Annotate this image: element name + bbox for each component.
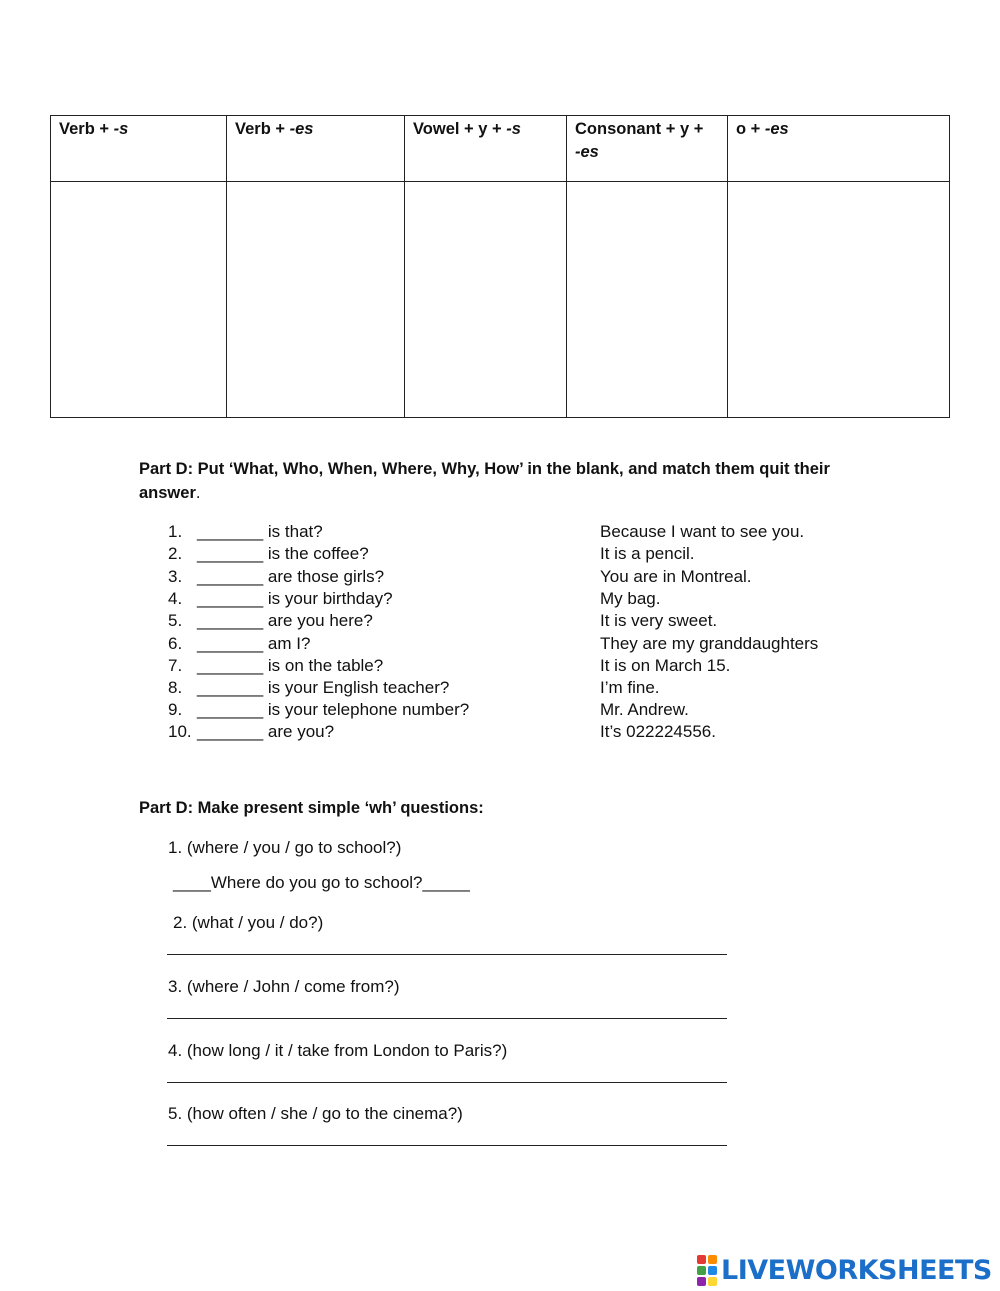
table-header-cell: o + -es	[728, 116, 950, 182]
question-text[interactable]: _______ are you here?	[197, 611, 373, 630]
answer-cell[interactable]	[728, 182, 950, 418]
answer-text[interactable]: It is a pencil.	[600, 544, 695, 563]
table-header-cell: Verb + -s	[51, 116, 227, 182]
table-header-row	[51, 116, 950, 182]
table-header-cell: Vowel + y + -s	[405, 116, 567, 182]
question-number: 7.	[168, 656, 183, 675]
answer-text[interactable]: It is on March 15.	[600, 656, 731, 675]
list-item	[0, 633, 1000, 655]
liveworksheets-logo	[697, 1254, 992, 1286]
question-text[interactable]: _______ is your English teacher?	[197, 678, 450, 697]
table-answer-row	[51, 182, 950, 418]
question-number: 2.	[168, 544, 183, 563]
logo-tiles-icon	[697, 1255, 717, 1286]
table-header-cell: Consonant + y + -es	[567, 116, 728, 182]
answer-text[interactable]: Mr. Andrew.	[600, 700, 689, 719]
wh-answer-example: ____Where do you go to school?_____	[173, 873, 470, 892]
answer-line[interactable]	[167, 1018, 727, 1019]
list-item	[0, 655, 1000, 677]
question-number: 10.	[168, 722, 192, 741]
answer-line[interactable]	[167, 1145, 727, 1146]
answer-cell[interactable]	[227, 182, 405, 418]
question-text[interactable]: _______ am I?	[197, 634, 311, 653]
answer-cell[interactable]	[51, 182, 227, 418]
list-item	[0, 521, 1000, 543]
question-text[interactable]: _______ is your telephone number?	[197, 700, 470, 719]
question-number: 1.	[168, 522, 183, 541]
logo-text: LIVEWORKSHEETS	[721, 1254, 992, 1286]
question-number: 3.	[168, 567, 183, 586]
list-item	[0, 566, 1000, 588]
answer-text[interactable]: Because I want to see you.	[600, 522, 805, 541]
question-text[interactable]: _______ is that?	[197, 522, 323, 541]
question-text[interactable]: _______ is your birthday?	[197, 589, 393, 608]
question-number: 9.	[168, 700, 183, 719]
logo-tile	[708, 1277, 717, 1286]
answer-cell[interactable]	[405, 182, 567, 418]
logo-tile	[708, 1266, 717, 1275]
question-number: 4.	[168, 589, 183, 608]
question-text[interactable]: _______ are you?	[197, 722, 335, 741]
answer-cell[interactable]	[567, 182, 728, 418]
logo-tile	[697, 1255, 706, 1264]
list-item	[0, 588, 1000, 610]
question-text[interactable]: _______ are those girls?	[197, 567, 385, 586]
logo-tile	[697, 1266, 706, 1275]
answer-line[interactable]	[167, 1082, 727, 1083]
wh-prompt: 2. (what / you / do?)	[173, 913, 324, 932]
question-number: 8.	[168, 678, 183, 697]
answer-text[interactable]: I’m fine.	[600, 678, 660, 697]
wh-prompt: 5. (how often / she / go to the cinema?)	[168, 1104, 463, 1123]
spelling-rules-table	[50, 115, 950, 418]
answer-text[interactable]: It is very sweet.	[600, 611, 718, 630]
answer-line[interactable]	[167, 954, 727, 955]
question-number: 5.	[168, 611, 183, 630]
part-d-wh-heading: Part D: Make present simple ‘wh’ questions:	[139, 799, 484, 817]
answer-text[interactable]: It’s 022224556.	[600, 722, 716, 741]
answer-text[interactable]: They are my granddaughters	[600, 634, 819, 653]
list-item	[0, 721, 1000, 743]
part-d-match-heading: Part D: Put ‘What, Who, When, Where, Why, How’ in the blank, and match them quit their answer.	[139, 460, 830, 502]
question-text[interactable]: _______ is on the table?	[197, 656, 384, 675]
logo-tile	[708, 1255, 717, 1264]
list-item	[0, 610, 1000, 632]
answer-text[interactable]: You are in Montreal.	[600, 567, 752, 586]
question-text[interactable]: _______ is the coffee?	[197, 544, 369, 563]
table-header-cell: Verb + -es	[227, 116, 405, 182]
wh-prompt: 3. (where / John / come from?)	[168, 977, 400, 996]
list-item	[0, 543, 1000, 565]
list-item	[0, 699, 1000, 721]
question-number: 6.	[168, 634, 183, 653]
logo-tile	[697, 1277, 706, 1286]
list-item	[0, 677, 1000, 699]
wh-prompt: 4. (how long / it / take from London to Paris?)	[168, 1041, 508, 1060]
answer-text[interactable]: My bag.	[600, 589, 661, 608]
wh-prompt: 1. (where / you / go to school?)	[168, 838, 402, 857]
